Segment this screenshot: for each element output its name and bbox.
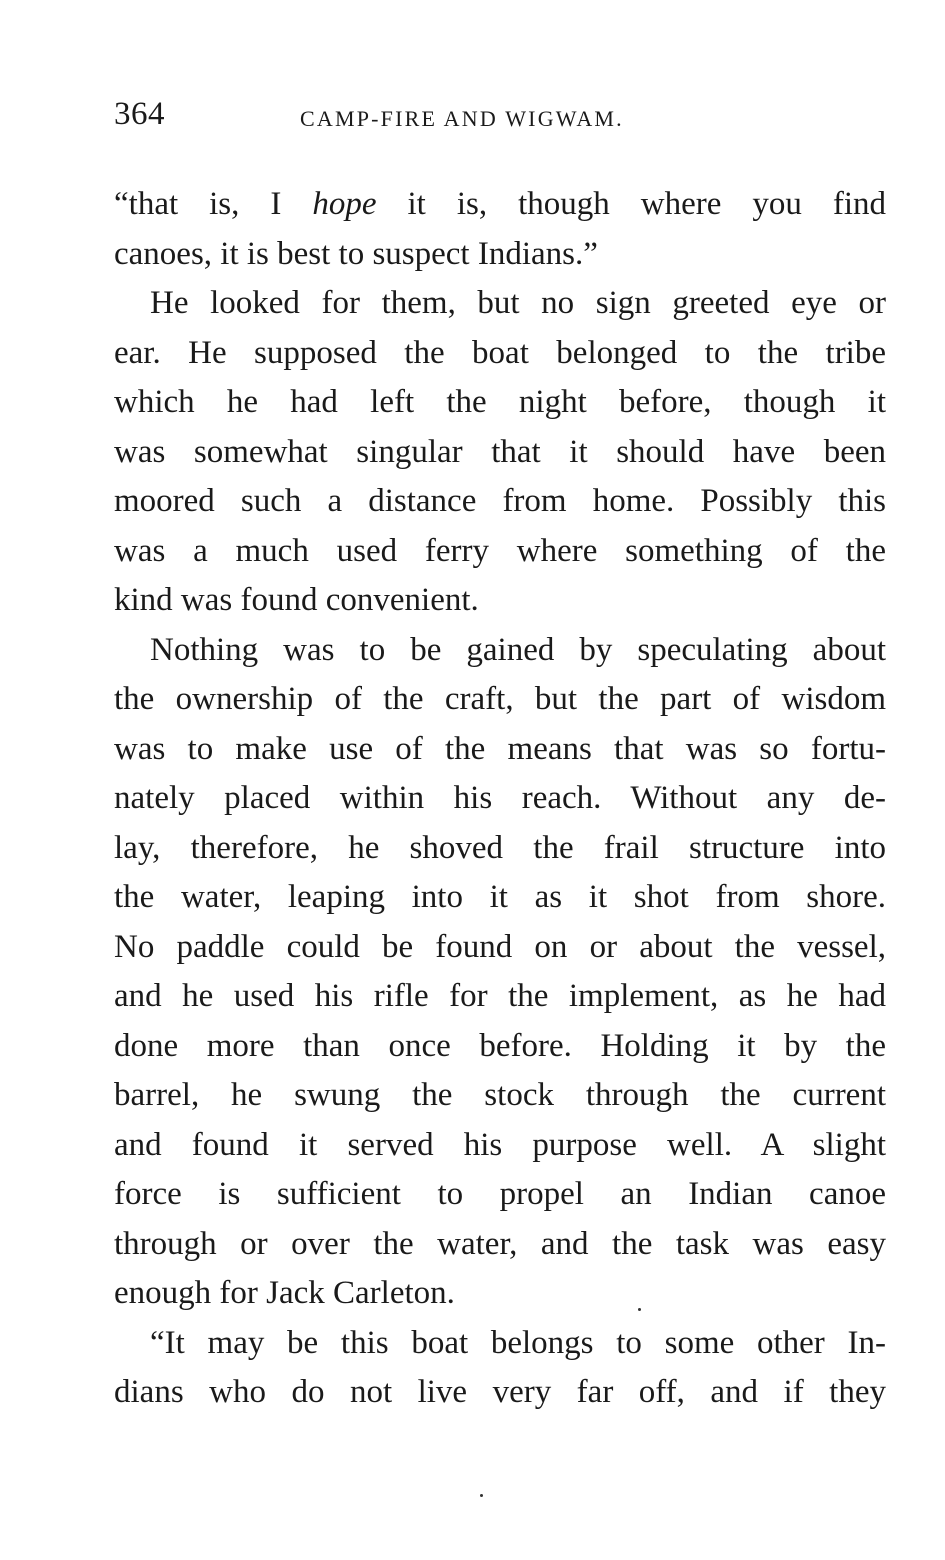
text-line: Nothing was to be gained by speculating about	[150, 631, 886, 668]
text-line: He looked for them, but no sign greeted eye or	[150, 285, 886, 321]
text-line: canoes, it is best to suspect Indians.”	[114, 235, 598, 272]
text-line: “that is, I hope it is, though where you find	[114, 186, 886, 222]
paragraph	[114, 1319, 886, 1418]
text-line: kind was found convenient.	[114, 582, 479, 618]
paragraph	[114, 279, 886, 626]
text-line: was to make use of the means that was so fortu-	[114, 730, 886, 767]
text-line: which he had left the night before, though it	[114, 384, 886, 420]
text-line: through or over the water, and the task was easy	[114, 1225, 886, 1262]
page-number: 364	[114, 96, 165, 132]
text-line: was a much used ferry where something of the	[114, 532, 886, 569]
text-line: moored such a distance from home. Possibly this	[114, 483, 886, 519]
text-line: nately placed within his reach. Without any de-	[114, 780, 886, 816]
text-line: and he used his rifle for the implement, as he had	[114, 978, 886, 1014]
paragraph	[114, 626, 886, 1319]
text-line: was somewhat singular that it should have been	[114, 433, 886, 470]
text-line: ear. He supposed the boat belonged to the tribe	[114, 334, 886, 371]
text-line: force is sufficient to propel an Indian canoe	[114, 1176, 886, 1212]
paragraph	[114, 180, 886, 279]
running-title: CAMP-FIRE AND WIGWAM.	[300, 106, 624, 131]
text-line: enough for Jack Carleton.	[114, 1275, 455, 1311]
print-speck	[638, 1308, 641, 1311]
page-header	[114, 96, 894, 146]
text-line: lay, therefore, he shoved the frail structure into	[114, 829, 886, 866]
print-speck	[480, 1494, 483, 1497]
text-line: dians who do not live very far off, and if they	[114, 1374, 886, 1410]
text-line: barrel, he swung the stock through the current	[114, 1077, 886, 1113]
text-line: the water, leaping into it as it shot from shore.	[114, 879, 886, 915]
text-line: done more than once before. Holding it by the	[114, 1027, 886, 1064]
text-line: No paddle could be found on or about the vessel,	[114, 928, 886, 965]
text-line: and found it served his purpose well. A slight	[114, 1126, 886, 1163]
text-line: the ownership of the craft, but the part of wisdom	[114, 681, 886, 717]
text-line: “It may be this boat belongs to some other In-	[150, 1324, 886, 1361]
italic-word: hope	[312, 186, 377, 222]
body-text	[114, 180, 886, 1418]
